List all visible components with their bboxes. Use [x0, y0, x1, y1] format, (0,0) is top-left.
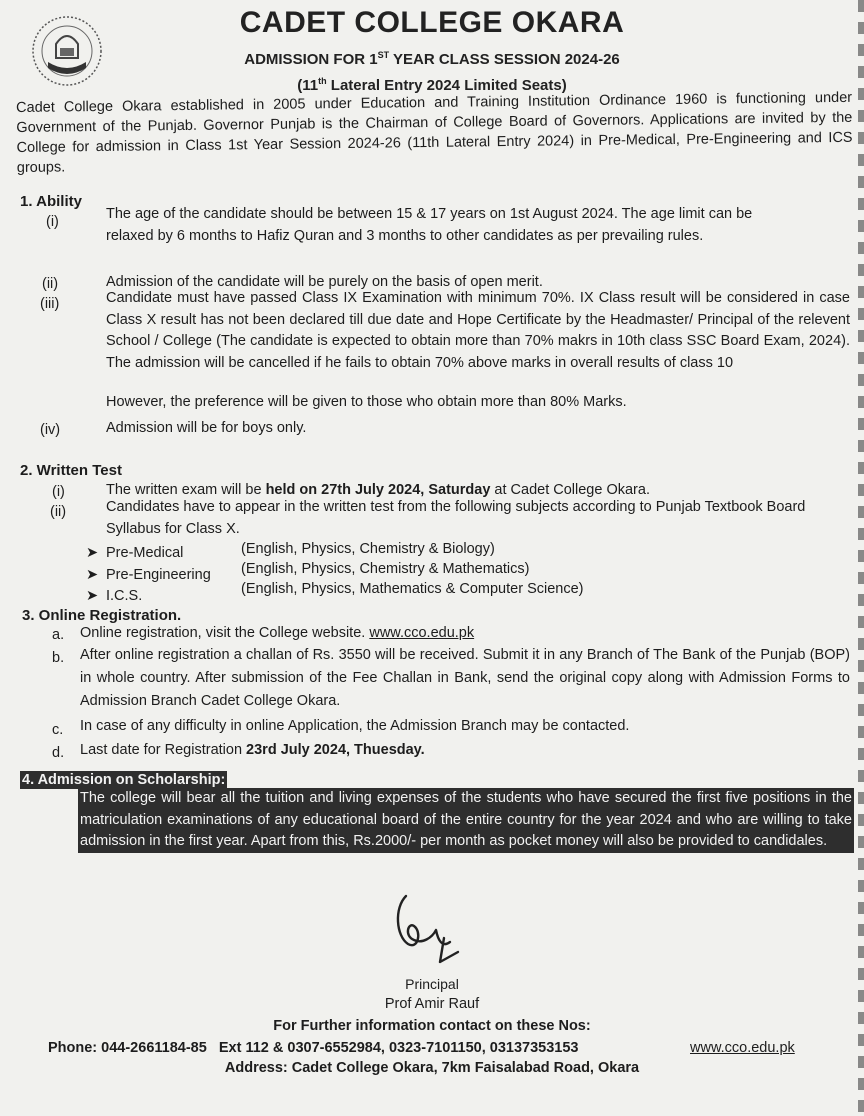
signature-role: Principal [405, 976, 459, 992]
signature-name: Prof Amir Rauf [384, 996, 480, 1012]
group-subjects-ics: (English, Physics, Mathematics & Computer Science) [241, 581, 584, 597]
ability-num-4: (iv) [40, 422, 61, 438]
online-registration-heading: 3. Online Registration. [22, 607, 182, 624]
online-num-b: b. [52, 650, 65, 666]
written-text-2: Candidates have to appear in the written test from the following subjects according to Punjab Textbook Board Syllabus for Class X. [106, 499, 806, 537]
group-name-preengineering: Pre-Engineering [106, 567, 211, 583]
written-num-2: (ii) [50, 504, 67, 520]
website-link[interactable]: www.cco.edu.pk [369, 625, 475, 641]
ability-num-1: (i) [46, 214, 59, 230]
online-text-b: After online registration a challan of Rs. 3550 will be received. Submit it in any Branch of The Bank of the Punjab (BOP) in whole country. After submission of the Fee Challan in Bank, send the original copy along with Admission Forms to Admission Branch Cadet College Okara. [80, 647, 850, 709]
written-test-heading: 2. Written Test [20, 462, 122, 479]
right-edge-bar [858, 0, 864, 1116]
group-arrow-icon: ➤ [86, 567, 99, 583]
college-title: CADET COLLEGE OKARA [239, 6, 625, 39]
group-subjects-preengineering: (English, Physics, Chemistry & Mathematics) [241, 561, 530, 577]
intro-paragraph: Cadet College Okara established in 2005 under Education and Training Institution Ordinance 1960 is functioning under Government of the Punjab. Governor Punjab is the Chairman of College Board of Governors. Applications are invited by the College for admission in Class 1st Year Session 2024-26 (11th Lateral Entry 2024) in Pre-Medical, Pre-Engineering and ICS groups. [16, 89, 853, 176]
group-name-ics: I.C.S. [106, 588, 143, 604]
online-num-d: d. [52, 745, 65, 761]
contact-website-link[interactable]: www.cco.edu.pk [690, 1040, 795, 1056]
ability-text-4: Admission will be for boys only. [106, 420, 307, 436]
written-text-1: The written exam will be held on 27th July 2024, Saturday at Cadet College Okara. [106, 482, 650, 498]
ability-text-3: Candidate must have passed Class IX Examination with minimum 70%. IX Class result will be considered in case Class X result has not been declared till due date and Hope Certificate by the Headmaster/ Principal of the relevent School / College (The candidate is expected to obtain more than 70% makrs in 10th class SSC Board Exam, 2024). The admission will be cancelled if he fails to obtain 70% above marks in overall results of class 10 [106, 290, 850, 371]
contact-address: Address: Cadet College Okara, 7km Faisalabad Road, Okara [224, 1060, 640, 1076]
scholarship-text: The college will bear all the tuition and living expenses of the students who have secured the first five positions in the matriculation examinations of any educational board of the entire country for the year 2024 and who are willing to take admission in the first year. Apart from this, Rs.2000/- per month as pocket money will also be provided to candidales. [78, 788, 854, 853]
ability-text-preference: However, the preference will be given to those who obtain more than 80% Marks. [106, 394, 627, 410]
online-text-a: Online registration, visit the College website. www.cco.edu.pk [80, 625, 475, 641]
online-text-c: In case of any difficulty in online Application, the Admission Branch may be contacted. [80, 718, 630, 734]
ability-heading: 1. Ability [20, 193, 82, 210]
lateral-entry-title: (11th Lateral Entry 2024 Limited Seats) [297, 76, 567, 94]
online-num-c: c. [52, 722, 64, 738]
online-text-d: Last date for Registration 23rd July 2024, Thuesday. [80, 742, 425, 758]
group-subjects-premedical: (English, Physics, Chemistry & Biology) [241, 541, 495, 557]
online-num-a: a. [52, 627, 65, 643]
ability-text-1: The age of the candidate should be between 15 & 17 years on 1st August 2024. The age limit can be relaxed by 6 months to Hafiz Quran and 3 months to other candidates as per prevailing rules. [106, 206, 753, 244]
scholarship-heading: 4. Admission on Scholarship: [22, 772, 226, 788]
written-num-1: (i) [52, 484, 65, 500]
group-arrow-icon: ➤ [86, 588, 99, 604]
contact-phone: Phone: 044-2661184-85 Ext 112 & 0307-6552984, 0323-7101150, 03137353153 [48, 1040, 579, 1056]
ability-num-3: (iii) [40, 296, 60, 312]
admission-session-title: ADMISSION FOR 1ST YEAR CLASS SESSION 2024-26 [244, 50, 620, 68]
principal-signature [392, 892, 468, 972]
contact-intro: For Further information contact on these Nos: [273, 1018, 591, 1034]
group-arrow-icon: ➤ [86, 545, 99, 561]
group-name-premedical: Pre-Medical [106, 545, 184, 561]
ability-num-2: (ii) [42, 276, 59, 292]
ability-text-2: Admission of the candidate will be purely on the basis of open merit. [106, 274, 543, 290]
